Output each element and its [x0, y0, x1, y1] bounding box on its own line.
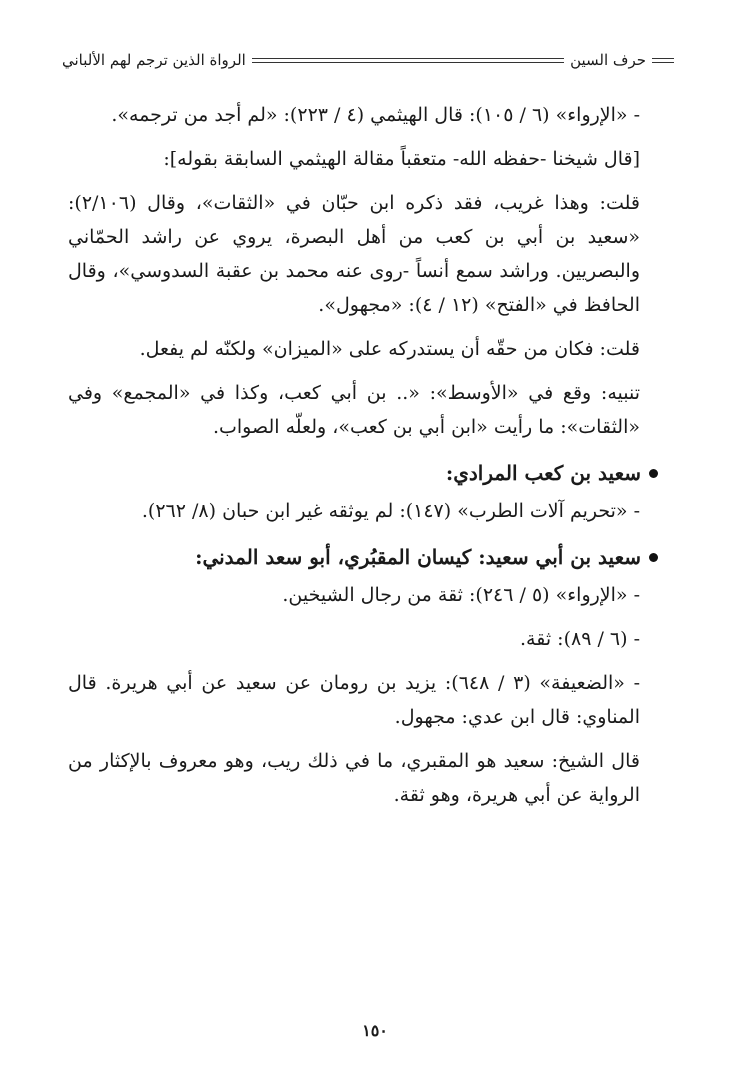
- running-header: [62, 48, 680, 72]
- entry-heading-text: سعيد بن كعب المرادي:: [445, 461, 641, 485]
- entry-heading: [68, 540, 658, 574]
- paragraph: تنبيه: وقع في «الأوسط»: «.. بن أبي كعب، وكذا في «المجمع» وفي «الثقات»: ما رأيت «ابن أبي بن كعب»، ولعلّه الصواب.: [68, 382, 640, 438]
- header-rule-short: [652, 58, 674, 63]
- header-rule: [252, 58, 564, 63]
- paragraph: قلت: فكان من حقّه أن يستدركه على «الميزان» ولكنّه لم يفعل.: [139, 338, 640, 360]
- page-body: [68, 98, 640, 822]
- paragraph: - (٦ / ٨٩): ثقة.: [520, 628, 640, 650]
- header-title: الرواة الذين ترجم لهم الألباني: [62, 51, 246, 69]
- bullet-icon: [649, 553, 658, 562]
- paragraph: - «تحريم آلات الطرب» (١٤٧): لم يوثقه غير ابن حبان (٨/ ٢٦٢).: [141, 500, 640, 522]
- paragraph: قلت: وهذا غريب، فقد ذكره ابن حبّان في «الثقات»، وقال (٢/١٠٦): «سعيد بن أبي بن كعب من أهل البصرة، يروي عن راشد الحمّاني والبصريين. وراشد سمع أنساً -روى عنه محمد بن عقبة السدوسي»، وقال الحافظ في «الفتح» (١٢ / ٤): «مجهول».: [68, 192, 640, 316]
- entry-heading-text: سعيد بن أبي سعيد: كيسان المقبُري، أبو سعد المدني:: [195, 545, 641, 569]
- paragraph: - «الضعيفة» (٣ / ٦٤٨): يزيد بن رومان عن سعيد عن أبي هريرة. قال المناوي: قال ابن عدي: مجهول.: [68, 672, 641, 728]
- bullet-icon: [649, 469, 658, 478]
- entry-heading: [68, 456, 658, 490]
- header-section: حرف السين: [570, 51, 646, 69]
- paragraph: - «الإرواء» (٥ / ٢٤٦): ثقة من رجال الشيخين.: [282, 584, 640, 606]
- paragraph: [قال شيخنا -حفظه الله- متعقباً مقالة الهيثمي السابقة بقوله]:: [163, 148, 640, 170]
- page-number: ١٥٠: [362, 1021, 388, 1040]
- paragraph: قال الشيخ: سعيد هو المقبري، ما في ذلك ريب، وهو معروف بالإكثار من الرواية عن أبي هريرة، وهو ثقة.: [68, 750, 640, 806]
- paragraph: - «الإرواء» (٦ / ١٠٥): قال الهيثمي (٤ / ٢٢٣): «لم أجد من ترجمه».: [111, 104, 640, 126]
